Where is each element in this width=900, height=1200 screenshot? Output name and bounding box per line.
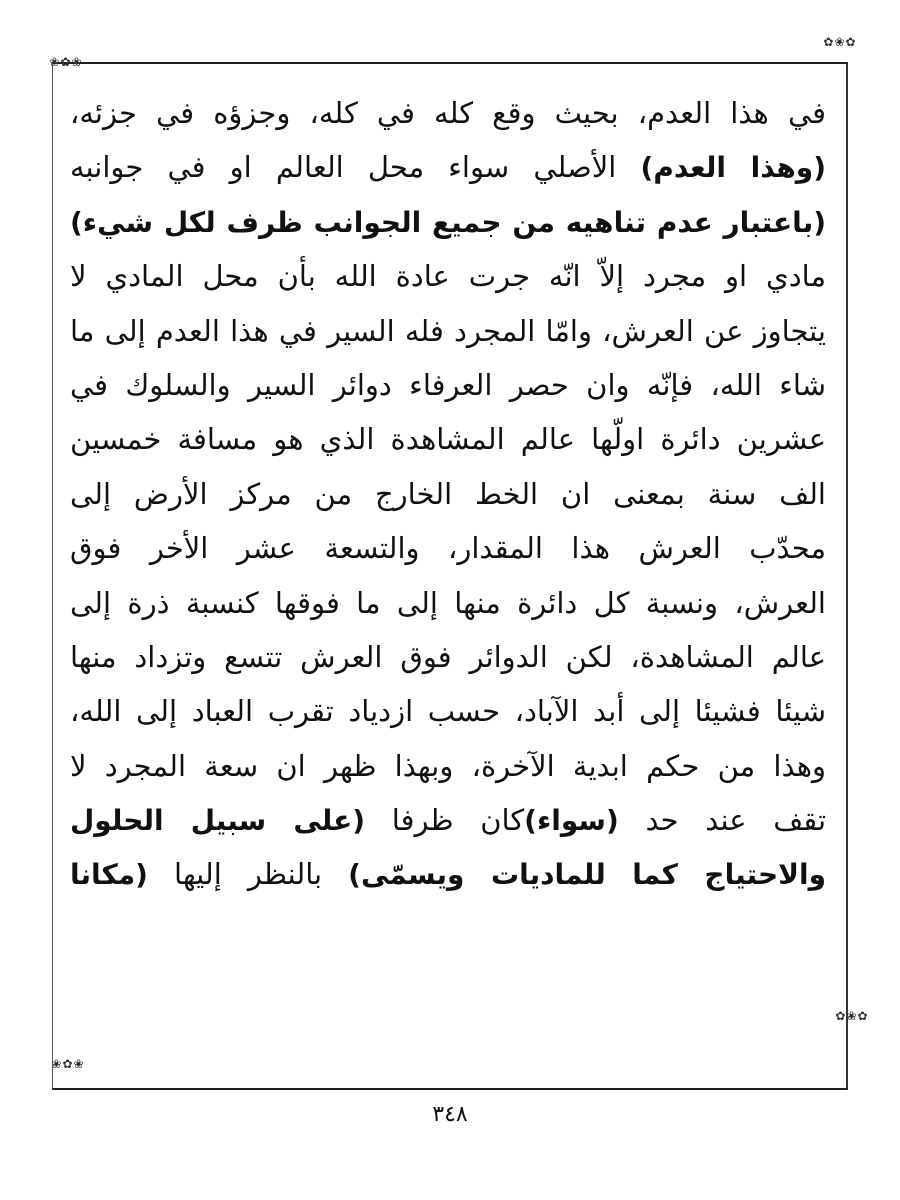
text-segment: شيئا فشيئا إلى أبد الآباد، حسب ازدياد تقرب العباد إلى الله، [70, 694, 826, 729]
text-line [70, 195, 826, 249]
text-segment: كان ظرفا [365, 803, 525, 838]
text-segment-bold: (وهذا العدم) [640, 151, 826, 185]
text-segment: مادي او مجرد إلاّ انّه جرت عادة الله بأن محل المادي لا [70, 259, 826, 294]
text-segment: وهذا من حكم ابدية الآخرة، وبهذا ظهر ان سعة المجرد لا [70, 748, 826, 783]
corner-ornament-top-left: ❀✿❀ [49, 56, 83, 69]
text-segment: في هذا العدم، بحيث وقع كله في كله، وجزؤه في جزئه، [70, 96, 826, 130]
text-segment-bold: (سواء) [524, 804, 619, 838]
text-segment: بالنظر إليها [147, 857, 349, 892]
text-segment: الأصلي سواء محل العالم او في جوانبه [70, 150, 641, 185]
text-segment-bold: (على سبيل الحلول [70, 804, 366, 838]
text-line [70, 86, 826, 140]
text-line [70, 630, 826, 684]
text-line [70, 684, 826, 738]
text-segment: شاء الله، فإنّه وان حصر العرفاء دوائر السير والسلوك في [70, 367, 826, 402]
text-line [70, 467, 826, 521]
page-number: ٣٤٨ [432, 1102, 468, 1127]
text-segment-bold: والاحتياج كما للماديات ويسمّى) [348, 858, 826, 892]
text-line [70, 521, 826, 575]
corner-ornament-top-right: ✿❀✿ [823, 36, 857, 49]
text-line [70, 304, 826, 358]
text-segment: عالم المشاهدة، لكن الدوائر فوق العرش تتسع وتزداد منها [70, 639, 826, 674]
text-segment: عشرين دائرة اولّها عالم المشاهدة الذي هو مسافة خمسين [70, 422, 826, 457]
text-line [70, 249, 826, 303]
text-line [70, 576, 826, 630]
text-line [70, 412, 826, 466]
text-segment: محدّب العرش هذا المقدار، والتسعة عشر الأخر فوق [70, 531, 826, 566]
text-line [70, 793, 826, 847]
text-segment-bold: (مكانا [70, 858, 148, 892]
text-segment: الف سنة بمعنى ان الخط الخارج من مركز الأرض إلى [70, 476, 826, 511]
text-line [70, 140, 826, 194]
text-segment: تقف عند حد [618, 803, 826, 838]
text-line [70, 847, 826, 901]
text-line [70, 358, 826, 412]
corner-ornament-bottom-right: ✿❀✿ [835, 1010, 869, 1023]
page-text-body [70, 86, 826, 902]
text-line [70, 739, 826, 793]
text-segment: العرش، ونسبة كل دائرة منها إلى ما فوقها كنسبة ذرة إلى [70, 585, 826, 620]
text-segment-bold: (باعتبار عدم تناهيه من جميع الجوانب ظرف لكل شيء) [70, 205, 826, 239]
corner-ornament-bottom-left: ❀✿❀ [51, 1058, 85, 1071]
text-segment: يتجاوز عن العرش، وامّا المجرد فله السير في هذا العدم إلى ما [70, 313, 826, 348]
